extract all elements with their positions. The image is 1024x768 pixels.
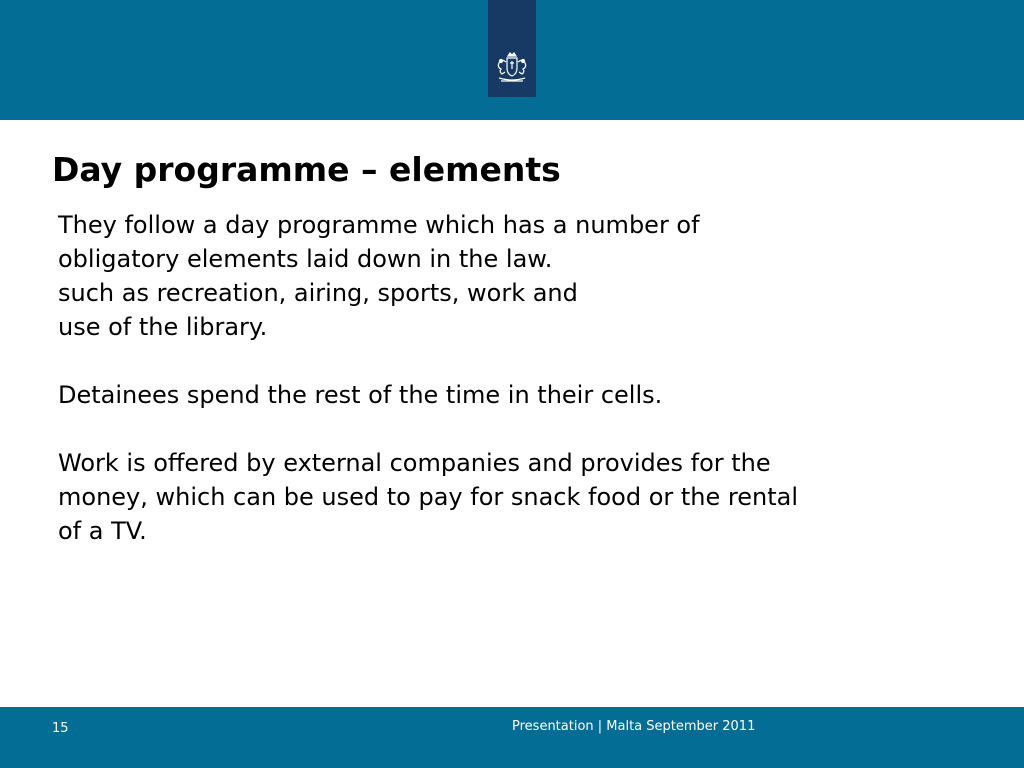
text-line: money, which can be used to pay for snack food or the rental — [58, 483, 799, 511]
text-line: Work is offered by external companies and provides for the — [58, 449, 771, 477]
logo-tab — [488, 0, 536, 97]
page-number: 15 — [52, 721, 69, 736]
paragraph-work — [58, 446, 978, 548]
text-line: use of the library. — [58, 313, 268, 341]
text-line: obligatory elements laid down in the law. — [58, 245, 553, 273]
text-line: They follow a day programme which has a number of — [58, 211, 700, 239]
footer-text: Presentation | Malta September 2011 — [512, 719, 756, 734]
slide-body — [58, 208, 978, 582]
coat-of-arms-icon — [491, 50, 533, 86]
footer-band — [0, 707, 1024, 768]
paragraph-cells — [58, 378, 978, 412]
slide-title: Day programme – elements — [52, 150, 561, 189]
text-line: of a TV. — [58, 517, 147, 545]
text-line: such as recreation, airing, sports, work and — [58, 279, 578, 307]
paragraph-day-programme — [58, 208, 978, 344]
text-line: Detainees spend the rest of the time in their cells. — [58, 381, 663, 409]
